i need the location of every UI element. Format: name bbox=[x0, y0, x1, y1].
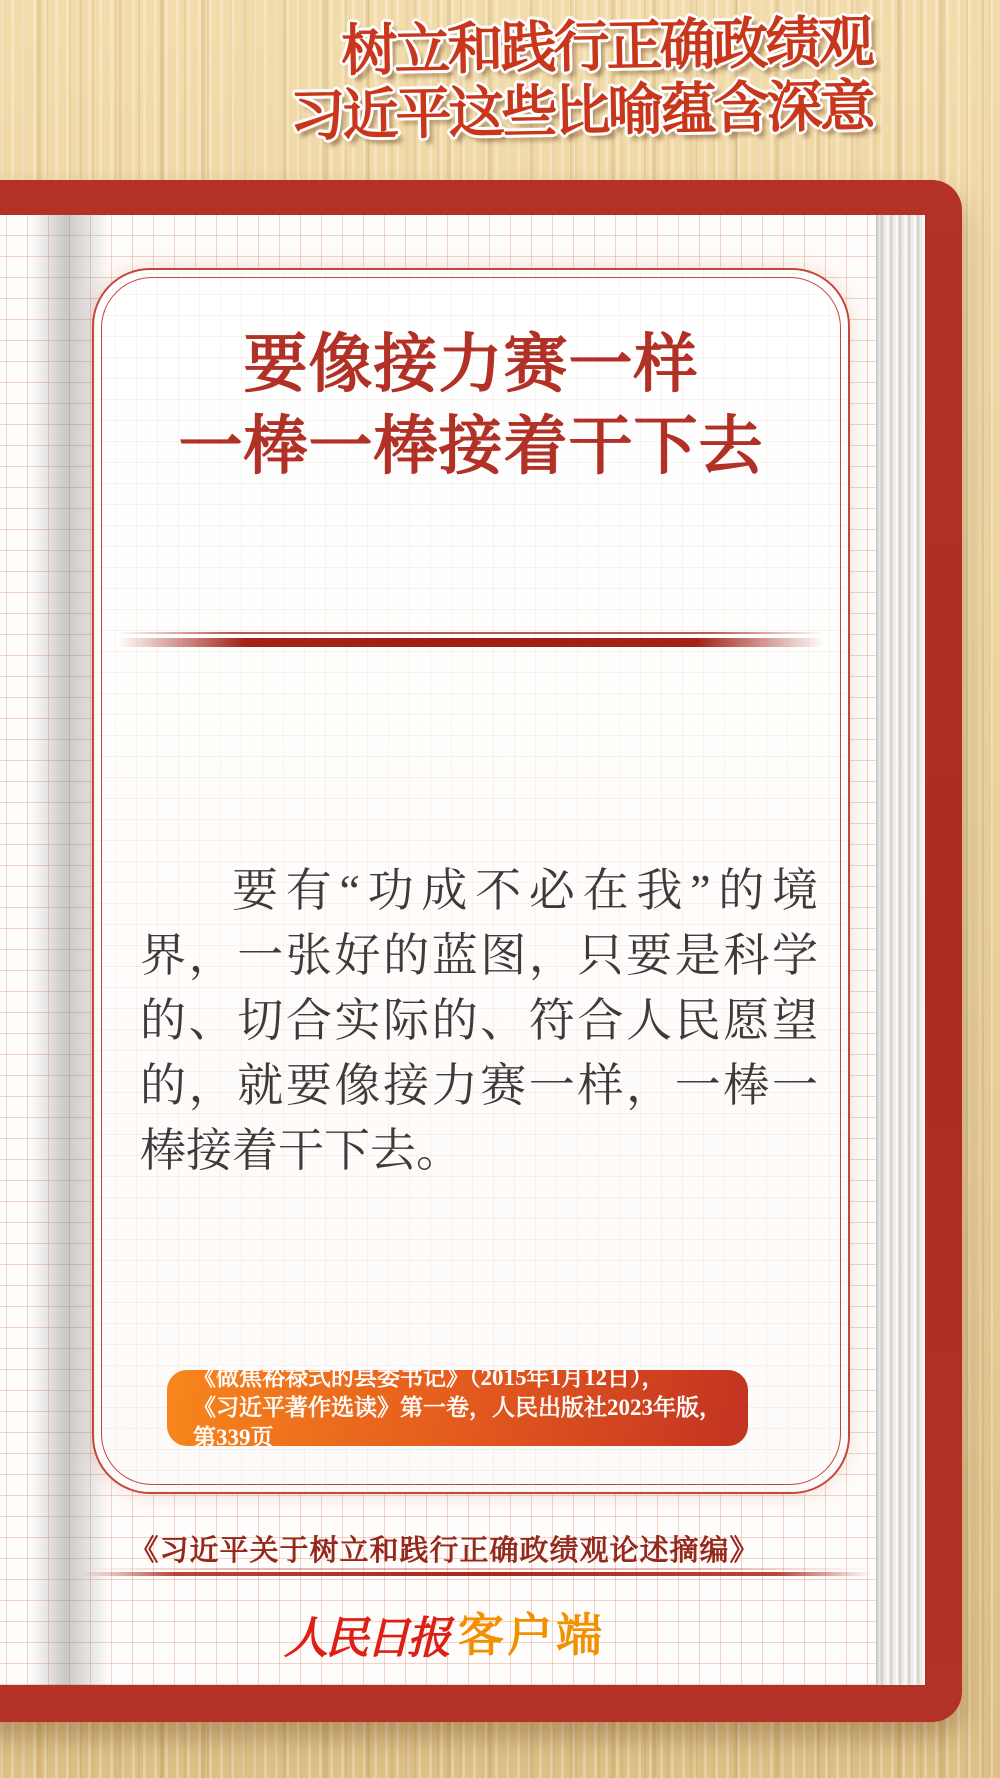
title-divider-bar bbox=[118, 638, 824, 647]
header-calligraphy bbox=[288, 11, 873, 149]
source-book-caption: 《习近平关于树立和践行正确政绩观论述摘编》 bbox=[129, 1535, 760, 1567]
page-stack-edge bbox=[876, 215, 925, 1685]
title-divider bbox=[118, 632, 824, 647]
title-divider-thin-line bbox=[118, 632, 824, 634]
citation-box bbox=[167, 1365, 748, 1450]
quote-title-line2: 一棒一棒接着干下去 bbox=[178, 411, 764, 482]
notebook-cover bbox=[0, 180, 962, 1722]
quote-title bbox=[94, 324, 848, 488]
quote-card bbox=[92, 268, 850, 1494]
client-app-label: 客户端 bbox=[458, 1609, 605, 1661]
notebook-page bbox=[0, 215, 925, 1685]
brand-logo bbox=[0, 1599, 925, 1666]
header-line2: 习近平这些比喻蕴含深意 bbox=[289, 75, 874, 149]
quote-title-line1: 要像接力赛一样 bbox=[243, 329, 699, 400]
peoples-daily-masthead-logo: 人民日报 bbox=[284, 1614, 448, 1663]
header-line1: 树立和践行正确政绩观 bbox=[340, 11, 872, 84]
citation-line2: 《习近平著作选读》第一卷，人民出版社2023年版，第339页 bbox=[193, 1395, 722, 1450]
citation-line1: 《做焦裕禄式的县委书记》（2015年1月12日）， bbox=[193, 1365, 665, 1390]
quote-body-text: 要有“功成不必在我”的境界，一张好的蓝图，只要是科学的、切合实际的、符合人民愿望的，就要像接力赛一样，一棒一棒接着干下去。 bbox=[140, 865, 818, 1176]
caption-underline bbox=[80, 1572, 872, 1576]
